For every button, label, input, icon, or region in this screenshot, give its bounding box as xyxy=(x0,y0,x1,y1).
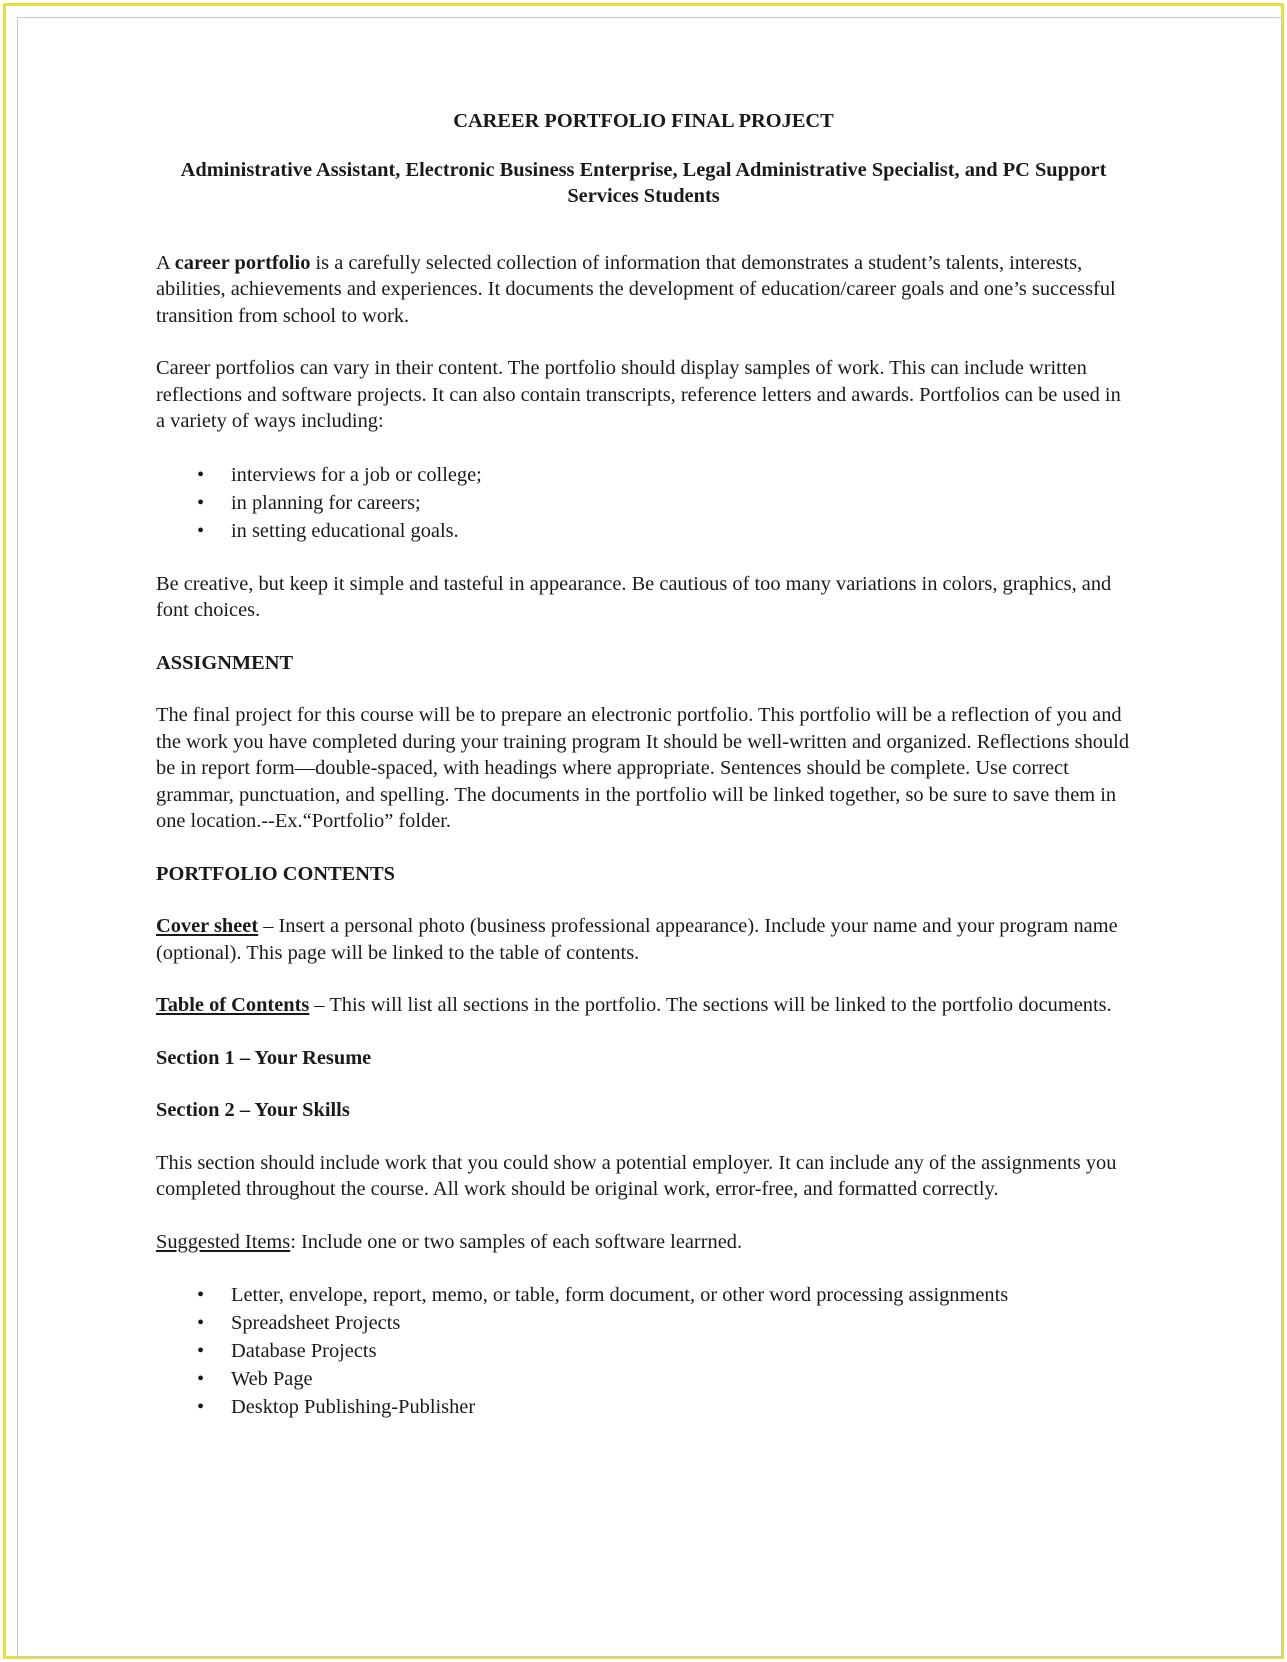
list-item-text: Desktop Publishing-Publisher xyxy=(231,1396,476,1418)
suggested-items-list xyxy=(156,1281,1131,1421)
uses-list xyxy=(156,461,1131,545)
suggested-label: Suggested Items xyxy=(156,1230,291,1253)
intro-paragraph xyxy=(156,250,1131,330)
document-title: CAREER PORTFOLIO FINAL PROJECT xyxy=(453,110,834,132)
bullet-icon: • xyxy=(197,1284,205,1306)
section-1-heading: Section 1 – Your Resume xyxy=(156,1046,372,1069)
suggested-text: : Include one or two samples of each software learrned. xyxy=(290,1230,743,1253)
section-2-heading: Section 2 – Your Skills xyxy=(156,1099,350,1121)
content-paragraph: Career portfolios can vary in their content. The portfolio should display samples of work. This can include written reflections and software projects. It can also contain transcripts, reference letters and awards. Portfolios can be used in a variety of ways including: xyxy=(156,357,1121,432)
intro-rest: is a carefully selected collection of information that demonstrates a student’s talents, interests, abilities, achievements and experiences. It documents the development of education/career goals and one’s successful transition from school to work. xyxy=(156,251,1116,327)
cover-sheet-label: Cover sheet xyxy=(156,915,259,937)
list-item-text: interviews for a job or college; xyxy=(231,463,482,486)
suggested-paragraph xyxy=(156,1229,1131,1256)
document-subtitle: Administrative Assistant, Electronic Business Enterprise, Legal Administrative Specialist, and PC Support Services Students xyxy=(180,158,1107,207)
bullet-icon: • xyxy=(197,491,205,514)
document-body xyxy=(156,108,1131,1447)
appearance-paragraph: Be creative, but keep it simple and tasteful in appearance. Be cautious of too many variations in colors, graphics, and font choices. xyxy=(156,572,1112,621)
assignment-paragraph: The final project for this course will be to prepare an electronic portfolio. This portfolio will be a reflection of you and the work you have completed during your training program It should be well-written and organized. Reflections should be in report form—double-spaced, with headings where appropriate. Sentences should be complete. Use correct grammar, punctuation, and spelling. The documents in the portfolio will be linked together, so be sure to save them in one location.--Ex.“Portfolio” folder. xyxy=(156,704,1130,832)
skills-paragraph: This section should include work that you could show a potential employer. It can include any of the assignments you completed throughout the course. All work should be original work, error-free, and formatted correctly. xyxy=(156,1151,1117,1200)
list-item-text: Web Page xyxy=(231,1368,313,1390)
bullet-icon: • xyxy=(197,1312,205,1334)
list-item-text: in setting educational goals. xyxy=(231,519,459,542)
list-item-text: Database Projects xyxy=(231,1340,377,1362)
list-item-text: in planning for careers; xyxy=(231,491,421,514)
list-item xyxy=(156,1337,1131,1365)
contents-heading: PORTFOLIO CONTENTS xyxy=(156,862,395,885)
list-item xyxy=(156,1393,1131,1421)
list-item xyxy=(156,1365,1131,1393)
intro-term: career portfolio xyxy=(174,251,311,274)
list-item-text: Spreadsheet Projects xyxy=(231,1312,401,1334)
toc-paragraph xyxy=(156,992,1131,1019)
list-item xyxy=(156,461,1131,489)
list-item xyxy=(156,489,1131,517)
assignment-heading: ASSIGNMENT xyxy=(156,651,294,674)
list-item xyxy=(156,1281,1131,1309)
intro-lead: A xyxy=(156,251,175,274)
bullet-icon: • xyxy=(197,1396,205,1418)
list-item xyxy=(156,517,1131,545)
toc-label: Table of Contents xyxy=(156,994,310,1016)
bullet-icon: • xyxy=(197,519,205,542)
bullet-icon: • xyxy=(197,1368,205,1390)
cover-sheet-paragraph xyxy=(156,913,1131,966)
bullet-icon: • xyxy=(197,1340,205,1362)
cover-sheet-text: – Insert a personal photo (business professional appearance). Include your name and your program name (optional). This page will be linked to the table of contents. xyxy=(156,915,1118,964)
bullet-icon: • xyxy=(197,463,205,486)
toc-text: – This will list all sections in the portfolio. The sections will be linked to the portfolio documents. xyxy=(309,994,1112,1016)
list-item-text: Letter, envelope, report, memo, or table, form document, or other word processing assignments xyxy=(231,1284,1009,1306)
list-item xyxy=(156,1309,1131,1337)
